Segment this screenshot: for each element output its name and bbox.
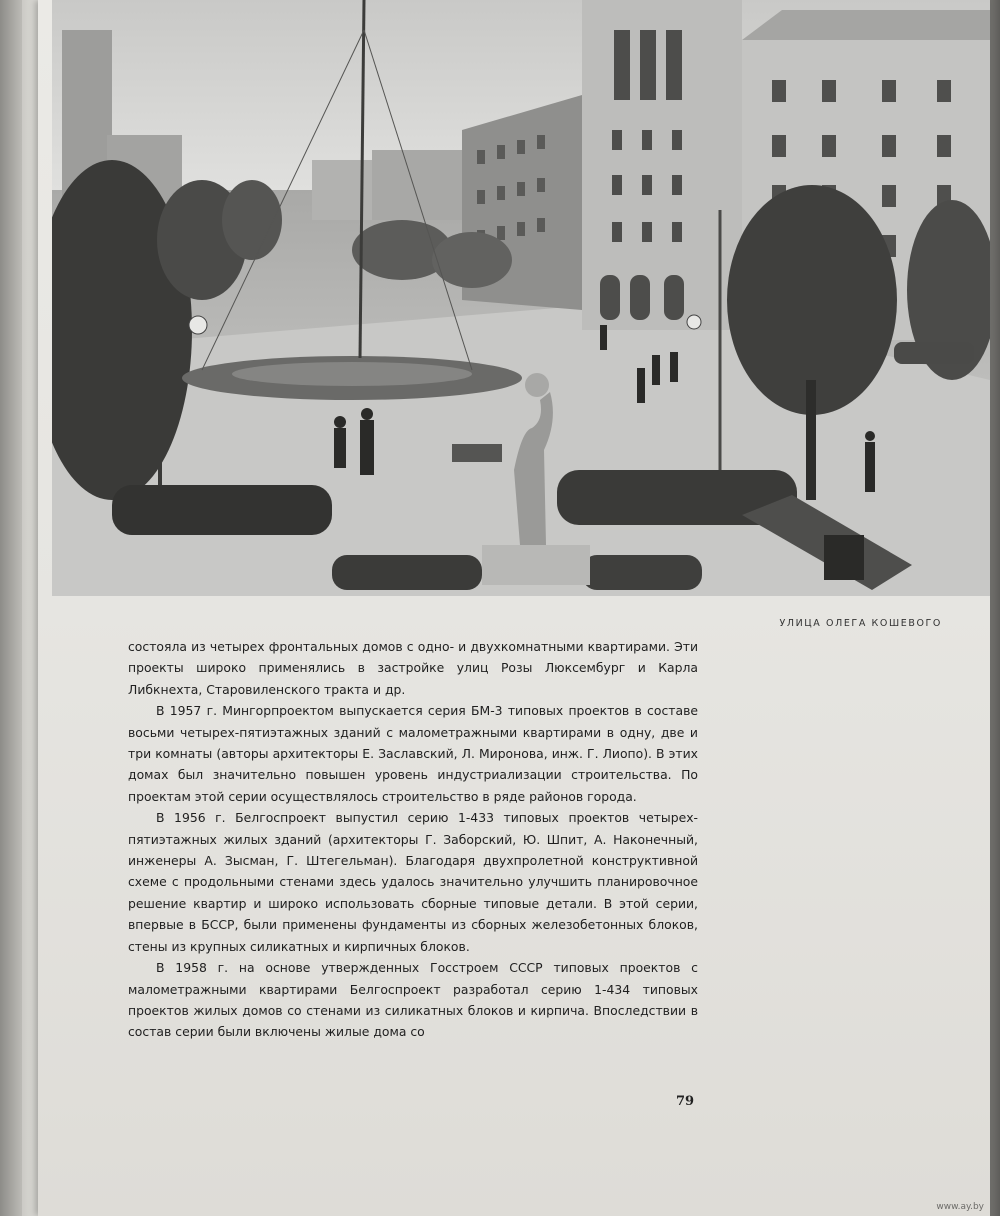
watermark: www.ay.by	[936, 1202, 984, 1212]
paragraph: В 1957 г. Мингорпроектом выпускается серия БМ-3 типовых проектов в составе восьми четырех-пятиэтажных зданий с малометражными квартирами в одну, две и три комнаты (авторы архитекторы Е. Заславский, Л. Миронова, инж. Г. Лиопо). В этих домах был значительно повышен уровень индустриализации строительства. По проектам этой серии осуществлялось строительство в ряде районов города.	[128, 703, 698, 804]
street-photo	[52, 0, 990, 596]
paragraph: В 1958 г. на основе утвержденных Госстроем СССР типовых проектов с малометражными квартирами Белгоспроект разработал серию 1-434 типовых проектов жилых домов со стенами из силикатных блоков и кирпича. Впоследствии в состав серии были включены жилые дома со	[128, 960, 698, 1040]
photo-caption: УЛИЦА ОЛЕГА КОШЕВОГО	[779, 618, 942, 629]
paragraph: состояла из четырех фронтальных домов с одно- и двухкомнатными квартирами. Эти проекты широко применялись в застройке улиц Розы Люксембург и Карла Либкнехта, Старовиленского тракта и др.	[128, 639, 698, 697]
body-text	[128, 636, 698, 1043]
paragraph: В 1956 г. Белгоспроект выпустил серию 1-433 типовых проектов четырех-пятиэтажных жилых зданий (архитекторы Г. Заборский, Ю. Шпит, А. Наконечный, инженеры А. Зысман, Г. Штегельман). Благодаря двухпролетной конструктивной схеме с продольными стенами здесь удалось значительно улучшить планировочное решение квартир и широко использовать сборные типовые детали. В этой серии, впервые в БССР, были применены фундаменты из сборных железобетонных блоков, стены из крупных силикатных и кирпичных блоков.	[128, 810, 698, 954]
page-number: 79	[676, 1094, 695, 1109]
